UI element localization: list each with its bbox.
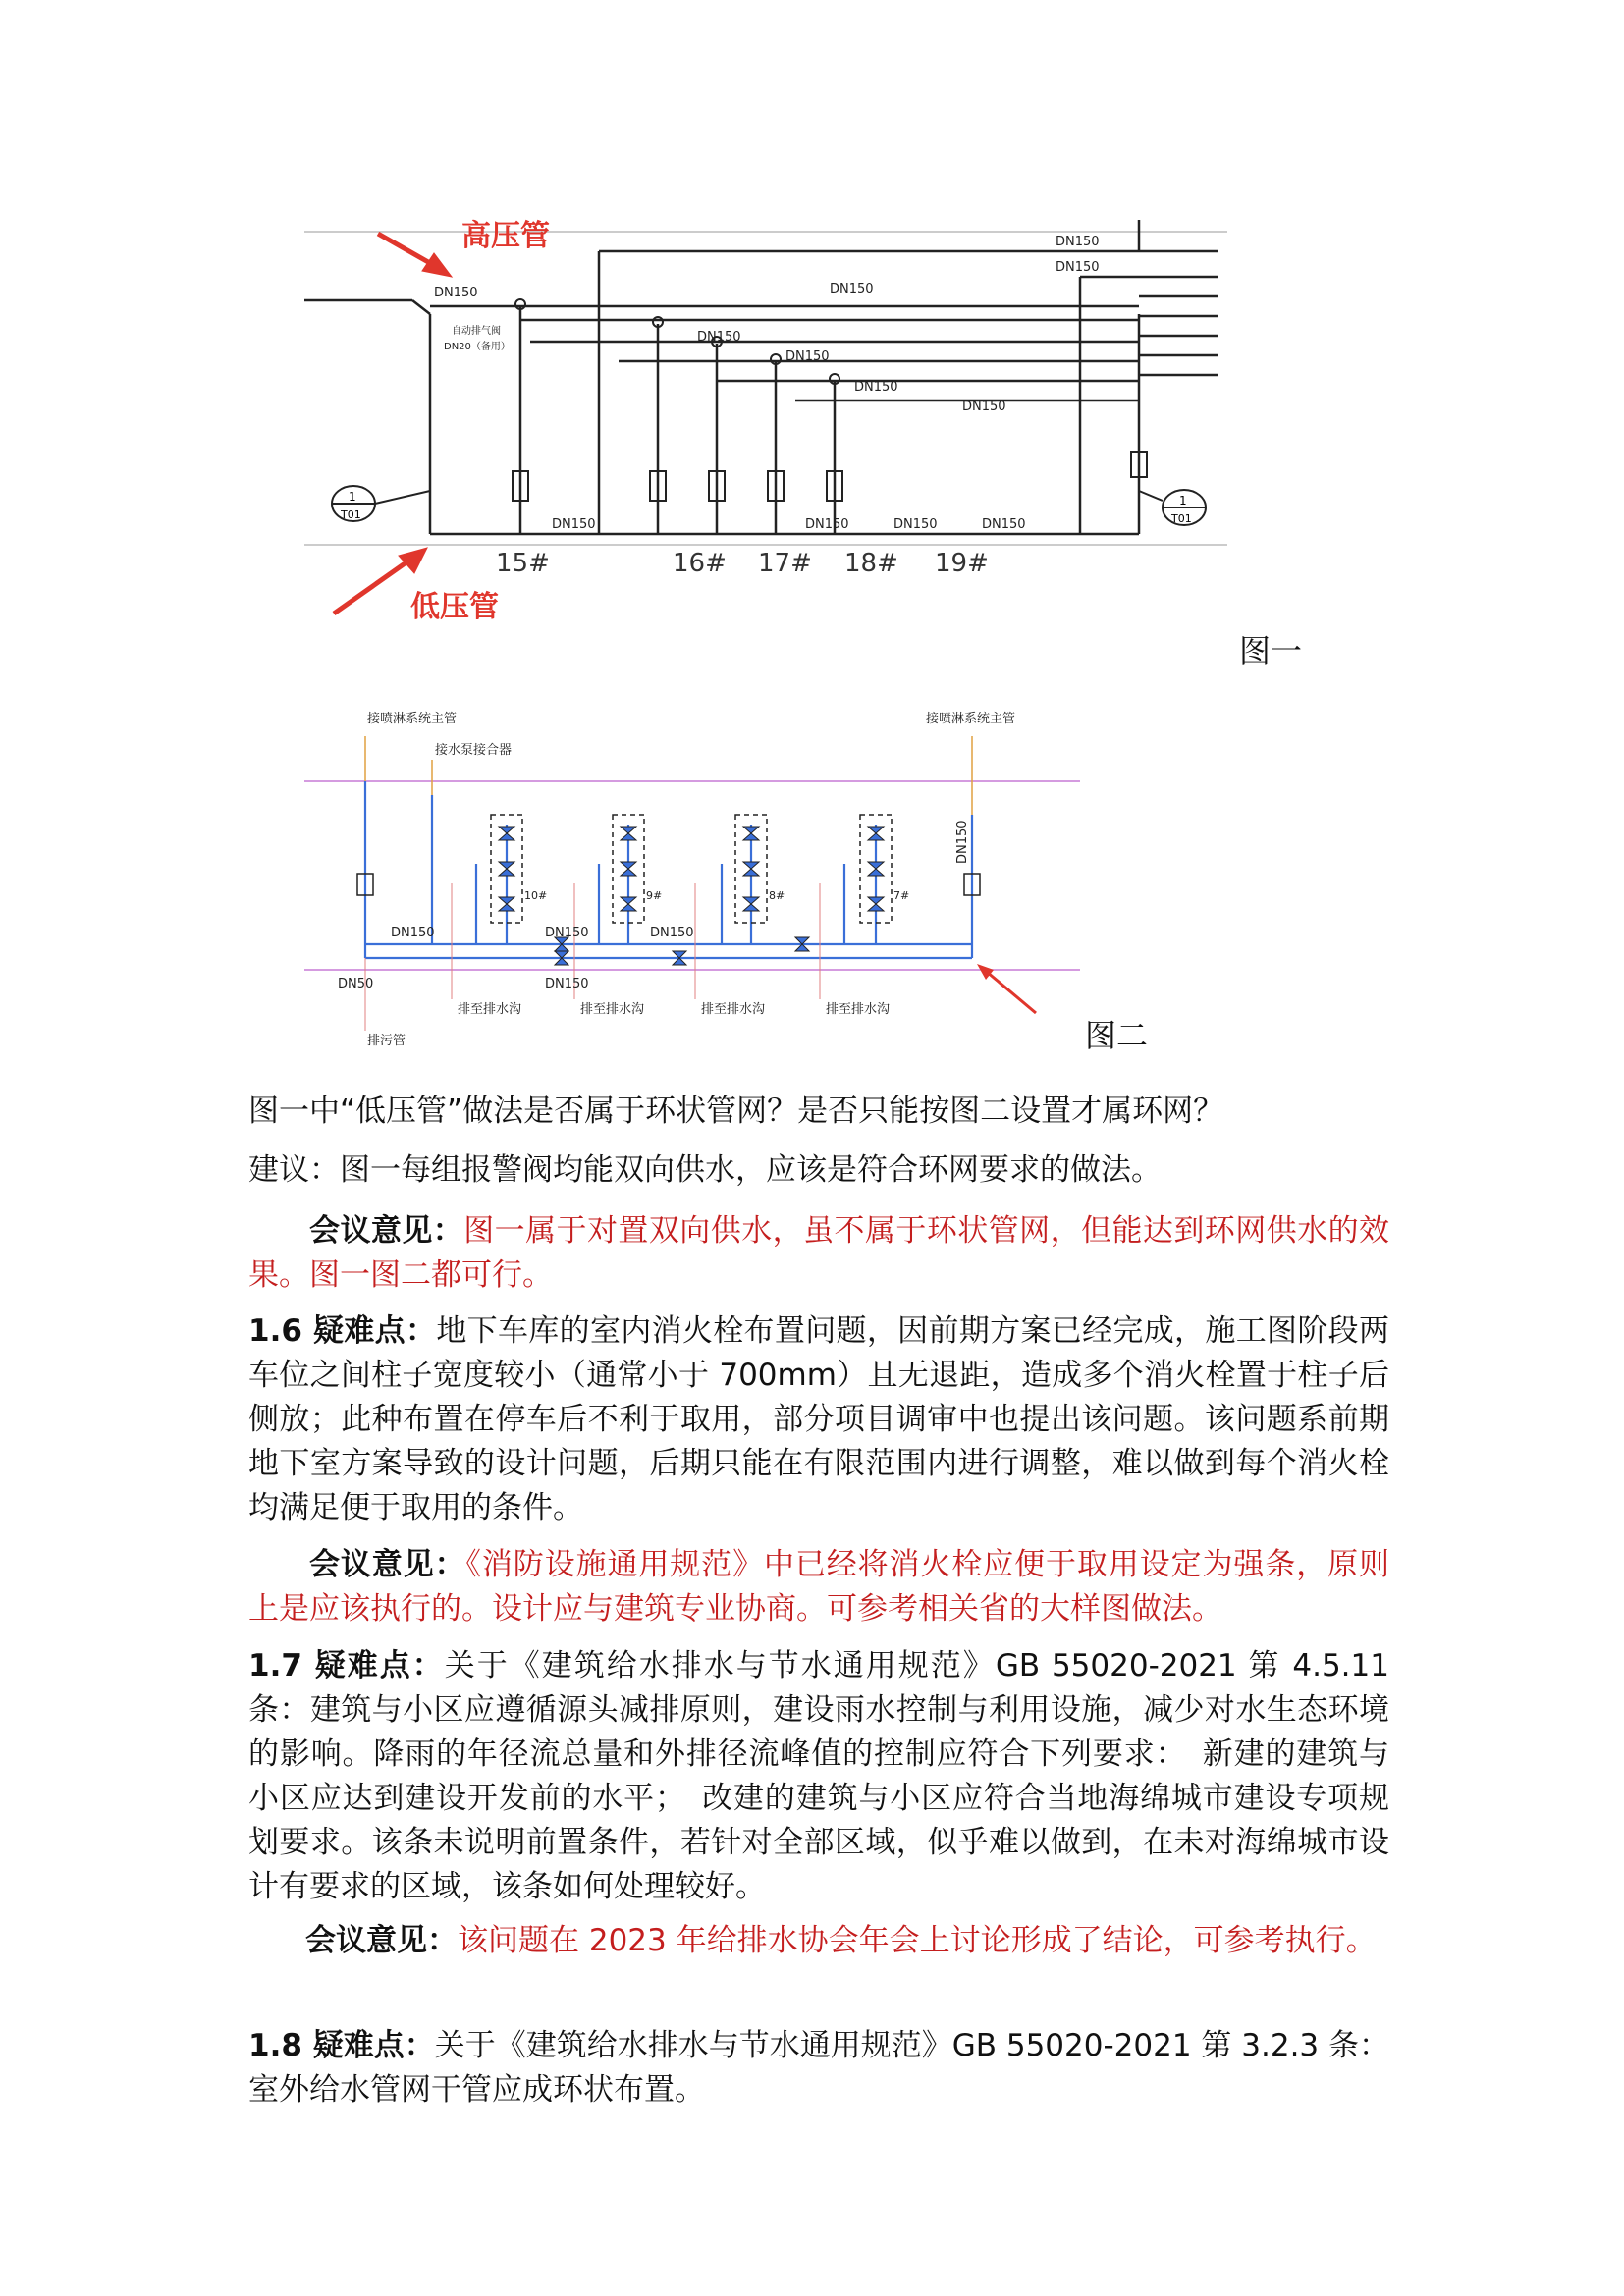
dn-label: DN150 — [545, 926, 589, 940]
meeting-opinion-1 — [248, 1209, 1389, 1298]
station-label: 15# — [496, 549, 550, 578]
t01-num-left: 1 — [349, 490, 356, 504]
meeting-opinion-1-7 — [248, 1919, 1389, 1963]
figure-1-svg — [295, 206, 1257, 638]
low-pressure-label: 低压管 — [410, 590, 499, 624]
valve-number: 9# — [646, 889, 663, 902]
difficulty-1-8 — [248, 2024, 1389, 2112]
dn-label: DN150 — [1056, 235, 1100, 249]
station-label: 19# — [935, 549, 989, 578]
difficulty-text: 关于《建筑给水排水与节水通用规范》GB 55020-2021 第 4.5.11 条：建筑与小区应遵循源头减排原则，建设雨水控制与利用设施，减少对水生态环境的影响。降雨的年径流总量和外排径流峰值的控制应符合下列要求： 新建的建筑与小区应达到建设开发前的水平； 改建的建筑与小区应符合当地海绵城市建设专项规划要求。该条未说明前置条件，若针对全部区域，似乎难以做到，在未对海绵城市设计有要求的区域，该条如何处理较好。 — [248, 1648, 1389, 1904]
dn-label: DN150 — [650, 926, 694, 940]
figure-2-caption: 图二 — [1085, 1017, 1149, 1054]
meeting-opinion-text: 该问题在 2023 年给排水协会年会上讨论形成了结论，可参考执行。 — [458, 1923, 1377, 1958]
station-label: 17# — [758, 549, 812, 578]
station-label: 18# — [844, 549, 898, 578]
dn-label: DN150 — [785, 349, 830, 364]
dn-label: DN150 — [854, 380, 898, 395]
meeting-opinion-1-6 — [248, 1543, 1389, 1631]
dn50-label: DN50 — [338, 977, 374, 991]
meeting-opinion-text: 《消防设施通用规范》中已经将消火栓应便于取用设定为强条，原则上是应该执行的。设计应与建筑专业协商。可参考相关省的大样图做法。 — [248, 1547, 1390, 1627]
difficulty-text: 地下车库的室内消火栓布置问题，因前期方案已经完成，施工图阶段两车位之间柱子宽度较小（通常小于 700mm）且无退距，造成多个消火栓置于柱子后侧放；此种布置在停车后不利于取用，部分项目调审中也提出该问题。该问题系前期地下室方案导致的设计问题，后期只能在有限范围内进行调整，难以做到每个消火栓均满足便于取用的条件。 — [248, 1313, 1389, 1525]
figure-1-pipe-diagram — [295, 206, 1257, 638]
difficulty-label: 1.8 疑难点： — [248, 2028, 435, 2063]
figure-2-svg — [295, 697, 1100, 1050]
figure-1-caption: 图一 — [1239, 632, 1303, 669]
pump-adapter-label: 接水泵接合器 — [435, 743, 513, 758]
drain-label: 排至排水沟 — [826, 1002, 891, 1017]
suggestion-paragraph: 建议：图一每组报警阀均能双向供水，应该是符合环网要求的做法。 — [248, 1152, 1162, 1188]
meeting-opinion-label: 会议意见： — [305, 1923, 458, 1958]
dn-label: DN150 — [697, 330, 741, 345]
difficulty-1-6 — [248, 1309, 1389, 1530]
sprinkler-main-left: 接喷淋系统主管 — [367, 712, 458, 726]
dn-label: DN150 — [545, 977, 589, 991]
t01-label-right: T01 — [1171, 512, 1192, 525]
dn-label: DN150 — [434, 286, 478, 300]
valve-number: 10# — [524, 889, 548, 902]
difficulty-label: 1.6 疑难点： — [248, 1313, 437, 1349]
high-pressure-label: 高压管 — [461, 219, 550, 253]
meeting-opinion-label: 会议意见： — [309, 1547, 466, 1582]
dn-label-vertical: DN150 — [955, 820, 970, 864]
question-paragraph: 图一中“低压管”做法是否属于环状管网？是否只能按图二设置才属环网？ — [248, 1094, 1224, 1129]
dn-label: DN150 — [830, 282, 874, 296]
meeting-opinion-text: 图一属于对置双向供水，虽不属于环状管网，但能达到环网供水的效果。图一图二都可行。 — [248, 1213, 1390, 1293]
t01-num-right: 1 — [1179, 494, 1187, 507]
difficulty-1-7 — [248, 1644, 1389, 1909]
dn-label: DN150 — [1056, 260, 1100, 275]
figure-2-pipe-diagram — [295, 697, 1100, 1050]
station-label: 16# — [673, 549, 727, 578]
dn-label: DN150 — [552, 517, 596, 532]
difficulty-label: 1.7 疑难点： — [248, 1648, 445, 1683]
dn20-label: DN20（备用） — [444, 342, 511, 352]
dn-label: DN150 — [962, 400, 1006, 414]
dn-label: DN150 — [893, 517, 938, 532]
difficulty-text: 关于《建筑给水排水与节水通用规范》GB 55020-2021 第 3.2.3 条：室外给水管网干管应成环状布置。 — [248, 2028, 1389, 2108]
dn-label: DN150 — [391, 926, 435, 940]
dn-label: DN150 — [805, 517, 849, 532]
dn-label: DN150 — [982, 517, 1026, 532]
t01-label-left: T01 — [341, 508, 361, 521]
drain-label: 排至排水沟 — [701, 1002, 766, 1017]
sprinkler-main-right: 接喷淋系统主管 — [926, 712, 1016, 726]
drain-label: 排至排水沟 — [458, 1002, 522, 1017]
valve-number: 8# — [769, 889, 785, 902]
valve-number: 7# — [893, 889, 910, 902]
sewage-label: 排污管 — [367, 1034, 406, 1048]
air-valve-label: 自动排气阀 — [452, 326, 501, 337]
meeting-opinion-label: 会议意见： — [309, 1213, 464, 1249]
drain-label: 排至排水沟 — [580, 1002, 645, 1017]
